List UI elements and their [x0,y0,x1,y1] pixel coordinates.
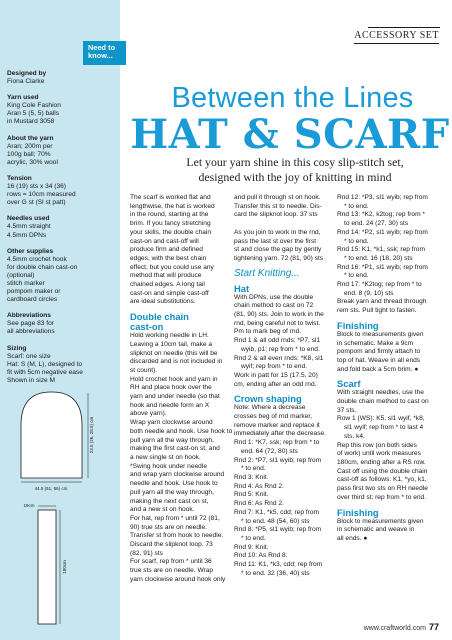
text-line: to end. 24 (27, 30) sts [344,220,409,228]
text-line: chain method to cast on 72 [234,302,314,310]
text-line: and pull it through st on hook. [234,194,321,201]
text-line: rnd, being careful not to twist. [234,319,321,327]
sidebar-text: in Mustard 3058 [7,118,55,126]
text-line: pull yarn all the way through, [130,436,214,444]
text-line: edges, with the best chain [130,254,207,262]
text-line: wyif; rep from * to end. [241,363,307,371]
subtitle-line: Let your yarn shine in this cosy slip-stitch set, [186,155,404,169]
text-line: cast-on and cast-off will [130,237,199,245]
text-line: *Swing hook under needle [130,462,207,470]
sidebar-text: Fiona Clarke [7,78,45,86]
sidebar-text: stitch marker [7,279,45,287]
text-line: Rnd 2 & all even rnds: *K8, sl1 [234,354,324,362]
text-line: RH and place hook over the [130,384,212,392]
text-line: and wrap yarn clockwise around [130,471,225,479]
script-heading [234,268,335,279]
text-line: making the next cast on st, [130,497,209,505]
text-line: st and close the gap by gently [234,246,322,254]
text-line: * to end. [241,534,266,542]
text-line: Rnd 15: K1, *k1, ssk; rep from [337,246,425,254]
sidebar-text: 16 (19) sts x 34 (36) [7,183,67,191]
text-line: yarn and under needle (so that [130,393,220,401]
subtitle [150,155,440,185]
page-number: 77 [428,622,439,632]
hat-schematic [21,392,82,478]
text-line: * to end. [344,237,369,245]
heading-text: Start Knitting... [234,267,300,279]
paragraph [337,518,445,544]
text-line: sl1 wyif; rep from * to last 4 [344,424,424,432]
sidebar-text: cardboard circles [7,296,58,304]
paragraph [337,194,445,316]
sidebar-heading: About the yarn [7,134,54,142]
sidebar-text: rows = 10cm measured [7,191,76,199]
text-line: needle and hook. Use hook to [130,480,218,488]
hat-height-label: 23.5 (26, 28.5) cm [89,416,94,454]
text-line: The scarf is worked flat and [130,194,211,201]
text-line: Rnd 8: *P5, sl1 wyib; rep from [234,526,322,534]
text-line: st count). [130,366,158,374]
heading-text: Hat [234,282,250,294]
page-footer [364,622,439,632]
text-line: * to end. 32 (36, 40) sts [241,569,310,577]
need-to-know-line: know... [88,51,113,60]
text-line: in schematic. Make a 9cm [337,339,414,347]
paragraph [130,332,231,584]
footer-url: www.craftworld.com [363,625,426,632]
text-line: Transfer this st to needle. Dis- [234,202,322,210]
sidebar-text: for double chain cast-on [7,263,78,271]
text-line: 37 sts. [337,406,357,414]
paragraph [337,389,445,502]
text-column-2 [234,194,335,578]
text-line: lengthwise, the hat is worked [130,202,215,210]
text-line: As you join to work in the rnd, [234,228,321,236]
paragraph [234,194,335,264]
text-line: Block to measurements given [337,517,424,525]
text-line: and a new st on hook. [130,506,195,514]
section-heading [130,312,231,332]
text-line: Rnd 11: K1, *k3, cdd; rep from [234,561,323,569]
text-line: a new single st on hook. [130,453,201,461]
sidebar-heading: Yarn used [7,94,39,102]
text-line: Rnd 17: *K2tog; rep from * to [337,281,422,289]
text-line: are ideal substitutions. [130,298,196,306]
text-line: With straight needles, use the [337,389,424,397]
text-line: rem sts. Pull tight to fasten. [337,307,417,315]
text-line: chained edges. A long tail [130,281,205,289]
sidebar-text: acrylic, 30% wool [7,158,58,166]
sidebar-text: Scarf: one size [7,352,51,360]
text-line: Leaving a 10cm tail, make a [130,340,213,348]
heading-text: Scarf [337,378,361,390]
text-line: in the round, starting at the [130,211,209,219]
text-line: Wrap yarn clockwise around [130,419,213,427]
text-line: all ends. ● [337,534,368,542]
text-line: tightening yarn. 72 (81, 90) sts [234,254,324,262]
paragraph [234,294,335,390]
heading-text: Finishing [337,319,379,331]
text-line: Break yarn and thread through [337,298,427,306]
text-line: pass first two sts on RH needle [337,485,428,493]
text-line: Row 1 (WS): K5, sl1 wyif, *k8, [337,415,425,423]
text-line: over third st; rep from * to end. [337,493,427,501]
section-heading [337,321,445,331]
text-line: Rnd 10: As Rnd 8. [234,552,288,560]
text-line: wyib, p1; rep from * to end. [241,345,320,353]
subtitle-line: designed with the joy of knitting in mind [198,170,392,184]
text-line: Rnd 13: *K2, k2tog; rep from * [337,211,425,219]
text-line: Rnd 14: *P2, sl1 wyib; rep from [337,228,428,236]
text-line: method that will produce [130,272,202,280]
text-line: top of hat. Weave in all ends [337,356,421,364]
text-line: * to end. [344,272,369,280]
sidebar-text: fit with 5cm negative ease [7,368,83,376]
text-line: Work in patt for 15 (17.5, 20) [234,371,318,379]
text-line: Discard the slipknot loop. 73 [130,541,213,549]
text-line: card the slipknot loop. 37 sts [234,211,318,219]
sidebar-text: 4.5mm DPNs [7,231,47,239]
text-line: cm, ending after an odd rnd. [234,380,317,388]
scarf-length-label: 180cm [62,560,67,574]
scarf-schematic [38,510,56,624]
sidebar-text: Shown in size M [7,376,56,384]
sidebar-text: pompom maker or [7,288,61,296]
text-line: slipknot on needle (this will be [130,349,218,357]
section-heading [337,508,445,518]
text-line: Rnd 7: K1, *k5, cdd; rep from [234,508,320,516]
section-heading [337,379,445,389]
text-line: pompom and firmly attach to [337,348,421,356]
text-line: Rnd 12: *P3, sl1 wyib; rep from [337,194,428,201]
text-line: end. 8 (9, 10) sts [344,289,394,297]
scarf-width-label: 19cm [23,503,35,508]
section-heading [234,394,335,404]
text-line: Rnd 9: Knit. [234,543,269,551]
sidebar-heading: Tension [7,174,32,182]
text-line: For scarf, rep from * until 36 [130,558,212,566]
section-heading [234,284,335,294]
text-line: Rnd 1: *K7, ssk; rep from * to [234,439,320,447]
text-line: end. 64 (72, 80) sts [241,447,298,455]
text-line: produce firm and defined [130,246,203,254]
text-line: * to end. 48 (54, 60) sts [241,517,310,525]
text-line: * to end. [344,202,369,210]
sidebar-text: King Cole Fashion [7,102,61,110]
text-column-1 [130,194,231,585]
text-line: sts, k4. [344,432,365,440]
text-line: Rnd 4: As Rnd 2. [234,482,284,490]
text-line: effect, but you could use any [130,263,214,271]
text-line: pull yarn all the way through, [130,488,214,496]
text-line: * to end. 16 (18, 20) sts [344,254,413,262]
text-line: your skills, the double chain [130,228,212,236]
text-line: Rnd 2: *P7, sl1 wyib; rep from [234,456,322,464]
text-line: cast-on and simple cast-off [130,289,209,297]
text-column-3 [337,194,445,544]
heading-text: cast-on [130,321,164,333]
text-line: Rnd 16: *P1, sl1 wyib; rep from [337,263,428,271]
heading-text: Crown shaping [234,393,302,405]
paragraph [130,194,231,307]
text-line: cast-off as follows: K1, *yo, k1, [337,476,427,484]
text-line: discarded and is not included in [130,358,223,366]
text-line: Hold crochet hook and yarn in [130,375,218,383]
page-title: HAT & SCARF [130,111,450,158]
text-line: Rnd 1 & all odd rnds: *P7, sl1 [234,337,321,345]
sidebar-text: 100g ball; 70% [7,150,51,158]
sidebar-heading: Needles used [7,215,50,223]
sidebar-text: See page 83 for [7,320,54,328]
sidebar-heading: Abbreviations [7,312,51,320]
sidebar-text: (optional) [7,271,35,279]
header-rule [368,27,440,28]
sidebar-text: Hat: S (M, L), designed to [7,360,83,368]
text-line [234,220,335,229]
text-line: Rnd 6: As Rnd 2. [234,500,284,508]
text-line: Block to measurements given [337,330,424,338]
text-line: Note: Where a decrease [234,404,306,412]
text-line: immediately after the decrease. [234,430,326,438]
text-line: 90) true sts are on needle. [130,523,207,531]
text-line: Rep this row (on both sides [337,441,417,449]
schematic-diagram [0,0,120,640]
sidebar-heading: Other supplies [7,247,54,255]
sidebar-text: Aran 5 (5, 5) balls [7,110,60,118]
text-line: With DPNs, use the double [234,293,314,301]
sidebar-text: all abbreviations [7,328,55,336]
text-line: (82, 91) sts [130,549,163,557]
title-script: Between the Lines [171,82,414,114]
text-line: in schematic and weave in [337,526,415,534]
text-line: 180cm, ending after a RS row. [337,458,426,466]
text-line: Transfer st from hook to needle. [130,532,224,540]
sidebar-heading: Designed by [7,70,47,77]
text-line: (81, 90) sts. Join to work in the [234,311,324,319]
text-line: double chain method to cast on [337,398,429,406]
text-line: brim. If you fancy stretching [130,220,211,228]
sidebar-text: Aran; 200m per [7,142,53,150]
hat-width-label: 44.5 (51, 56) cm [34,486,68,491]
need-to-know-line: Need to [88,43,116,52]
text-line: Hold working needle in LH. [130,332,209,340]
section-label: ACCESSORY SET [354,30,439,44]
text-line: Rnd 3: Knit. [234,473,269,481]
text-line: * to end. [241,465,266,473]
text-line: both needle and hook. Use hook to [130,427,233,435]
text-line: crosses beg of rnd marker, [234,413,313,421]
text-line: Rnd 5: Knit. [234,491,269,499]
paragraph [234,404,335,578]
text-line: For hat, rep from * until 72 (81, [130,514,220,522]
paragraph [337,331,445,375]
text-line: remove marker and replace it [234,421,320,429]
heading-text: Finishing [337,506,379,518]
text-line: above yarn). [130,410,167,418]
text-line: pass the last st over the first [234,237,317,245]
text-line: of work) until work measures [337,450,421,458]
text-line: true sts are on needle. Wrap [130,567,214,575]
text-line: Cast off using the double chain [337,467,428,475]
sidebar-text: over G st (Sl st patt) [7,199,66,207]
text-line: and fold back a 5cm brim. ● [337,365,419,373]
text-line: hook and needle form an X [130,401,210,409]
sidebar-text: 4.5mm crochet hook [7,255,67,263]
sidebar-text: 4.5mm straight [7,223,51,231]
text-line: making the first cast-on st, and [130,445,220,453]
text-line: yarn clockwise around hook only [130,575,226,583]
heading-text: Double chain [130,311,189,323]
sidebar-heading: Sizing [7,344,27,352]
text-line: Pm to mark beg of rnd. [234,328,302,336]
